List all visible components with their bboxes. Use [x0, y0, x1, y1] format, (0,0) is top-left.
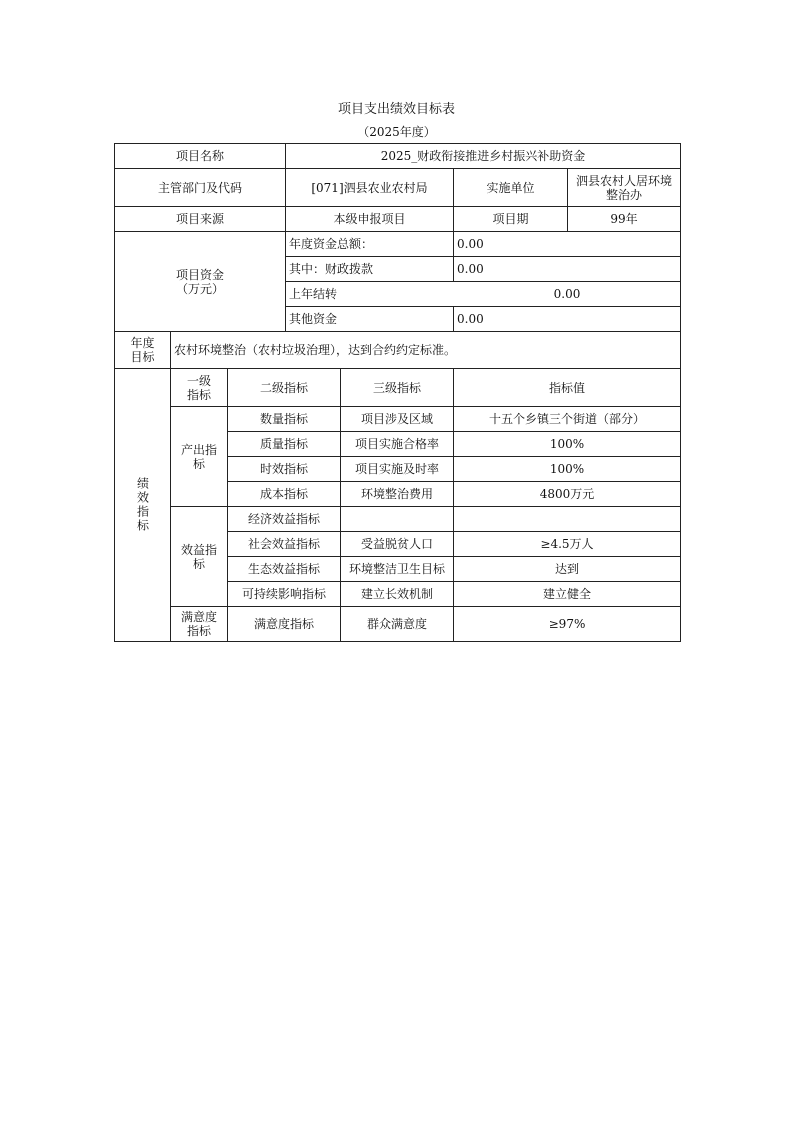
header-level1-line2: 指标 [186, 387, 211, 402]
annual-goal-label-line2: 目标 [130, 350, 155, 364]
header-level1-line1: 一级 [186, 373, 211, 388]
funds-fiscal-value: 0.00 [457, 262, 484, 276]
table-row-cost-value: 4800万元 [539, 487, 595, 501]
impl-unit-label: 实施单位 [486, 180, 535, 195]
table-row-ecological-value: 达到 [554, 562, 579, 576]
header-value: 指标值 [548, 380, 585, 395]
project-name-label: 项目名称 [175, 149, 224, 163]
table-subtitle: （2025年度） [357, 125, 436, 139]
table-row-economic-level3 [341, 507, 453, 531]
impl-unit-value: 泗县农村人居环境整治办 [575, 173, 672, 202]
table-row-timeliness-level2: 时效指标 [259, 462, 308, 476]
funds-label [115, 232, 285, 331]
annual-goal-label [115, 332, 170, 368]
table-row-economic-value [454, 507, 680, 531]
header-level1 [171, 369, 227, 406]
period-label: 项目期 [492, 212, 529, 226]
benefit-indicators-label: 效益指标 [180, 542, 217, 571]
header-level2: 二级指标 [259, 380, 308, 395]
funds-other-label: 其他资金 [289, 312, 338, 326]
table-row-cost-level3: 环境整治费用 [360, 487, 433, 501]
satisfaction-indicators-label [171, 607, 227, 641]
table-row-quantity-value: 十五个乡镇三个街道（部分） [488, 412, 645, 426]
performance-indicators-label [115, 369, 170, 641]
performance-indicators-text: 绩效指标 [135, 477, 150, 533]
dept-value: [071]泗县农业农村局 [311, 180, 428, 195]
table-title: 项目支出绩效目标表 [337, 102, 455, 117]
table-row-quality-level3: 项目实施合格率 [354, 437, 439, 451]
table-row-satisfaction-level2: 满意度指标 [253, 617, 314, 631]
table-row-social-level3: 受益脱贫人口 [360, 537, 433, 551]
table-row-ecological-level2: 生态效益指标 [247, 562, 320, 576]
table-row-satisfaction-value: ≥97% [548, 617, 586, 631]
annual-goal-label-line1: 年度 [130, 336, 155, 350]
dept-label: 主管部门及代码 [157, 180, 242, 195]
table-row-economic-level2: 经济效益指标 [247, 512, 320, 526]
table-row-timeliness-level3: 项目实施及时率 [354, 462, 439, 476]
period-value: 99年 [610, 212, 638, 226]
table-row-sustainable-value: 建立健全 [542, 587, 591, 601]
table-row-quality-level2: 质量指标 [259, 437, 308, 451]
annual-goal-text: 农村环境整治（农村垃圾治理），达到合约约定标准。 [174, 343, 457, 357]
funds-total-value: 0.00 [457, 237, 484, 251]
satisfaction-label-line1: 满意度 [180, 610, 217, 624]
funds-carryover-label: 上年结转 [289, 287, 338, 301]
funds-other-value: 0.00 [457, 312, 484, 326]
table-row-social-level2: 社会效益指标 [247, 537, 320, 551]
table-row-cost-level2: 成本指标 [259, 487, 308, 501]
funds-label-line1: 项目资金 [175, 267, 224, 282]
table-row-timeliness-value: 100% [549, 462, 585, 476]
funds-label-line2: （万元） [175, 281, 224, 296]
project-name-value: 2025_财政衔接推进乡村振兴补助资金 [380, 149, 586, 163]
table-row-sustainable-level3: 建立长效机制 [360, 587, 433, 601]
table-row-sustainable-level2: 可持续影响指标 [241, 587, 326, 601]
table-row-quantity-level2: 数量指标 [259, 412, 308, 426]
funds-total-label: 年度资金总额： [289, 237, 374, 251]
source-label: 项目来源 [175, 212, 224, 226]
output-indicators-label: 产出指标 [180, 442, 217, 471]
table-row-social-value: ≥4.5万人 [540, 537, 594, 551]
header-level3: 三级指标 [372, 380, 421, 395]
funds-carryover-value: 0.00 [553, 287, 581, 301]
table-row-satisfaction-level3: 群众满意度 [366, 617, 427, 631]
funds-fiscal-label: 其中：财政拨款 [289, 262, 374, 276]
table-row-ecological-level3: 环境整洁卫生目标 [348, 562, 445, 576]
satisfaction-label-line2: 指标 [186, 624, 211, 638]
table-row-quality-value: 100% [549, 437, 585, 451]
source-value: 本级申报项目 [333, 212, 406, 226]
table-row-quantity-level3: 项目涉及区域 [360, 412, 433, 426]
